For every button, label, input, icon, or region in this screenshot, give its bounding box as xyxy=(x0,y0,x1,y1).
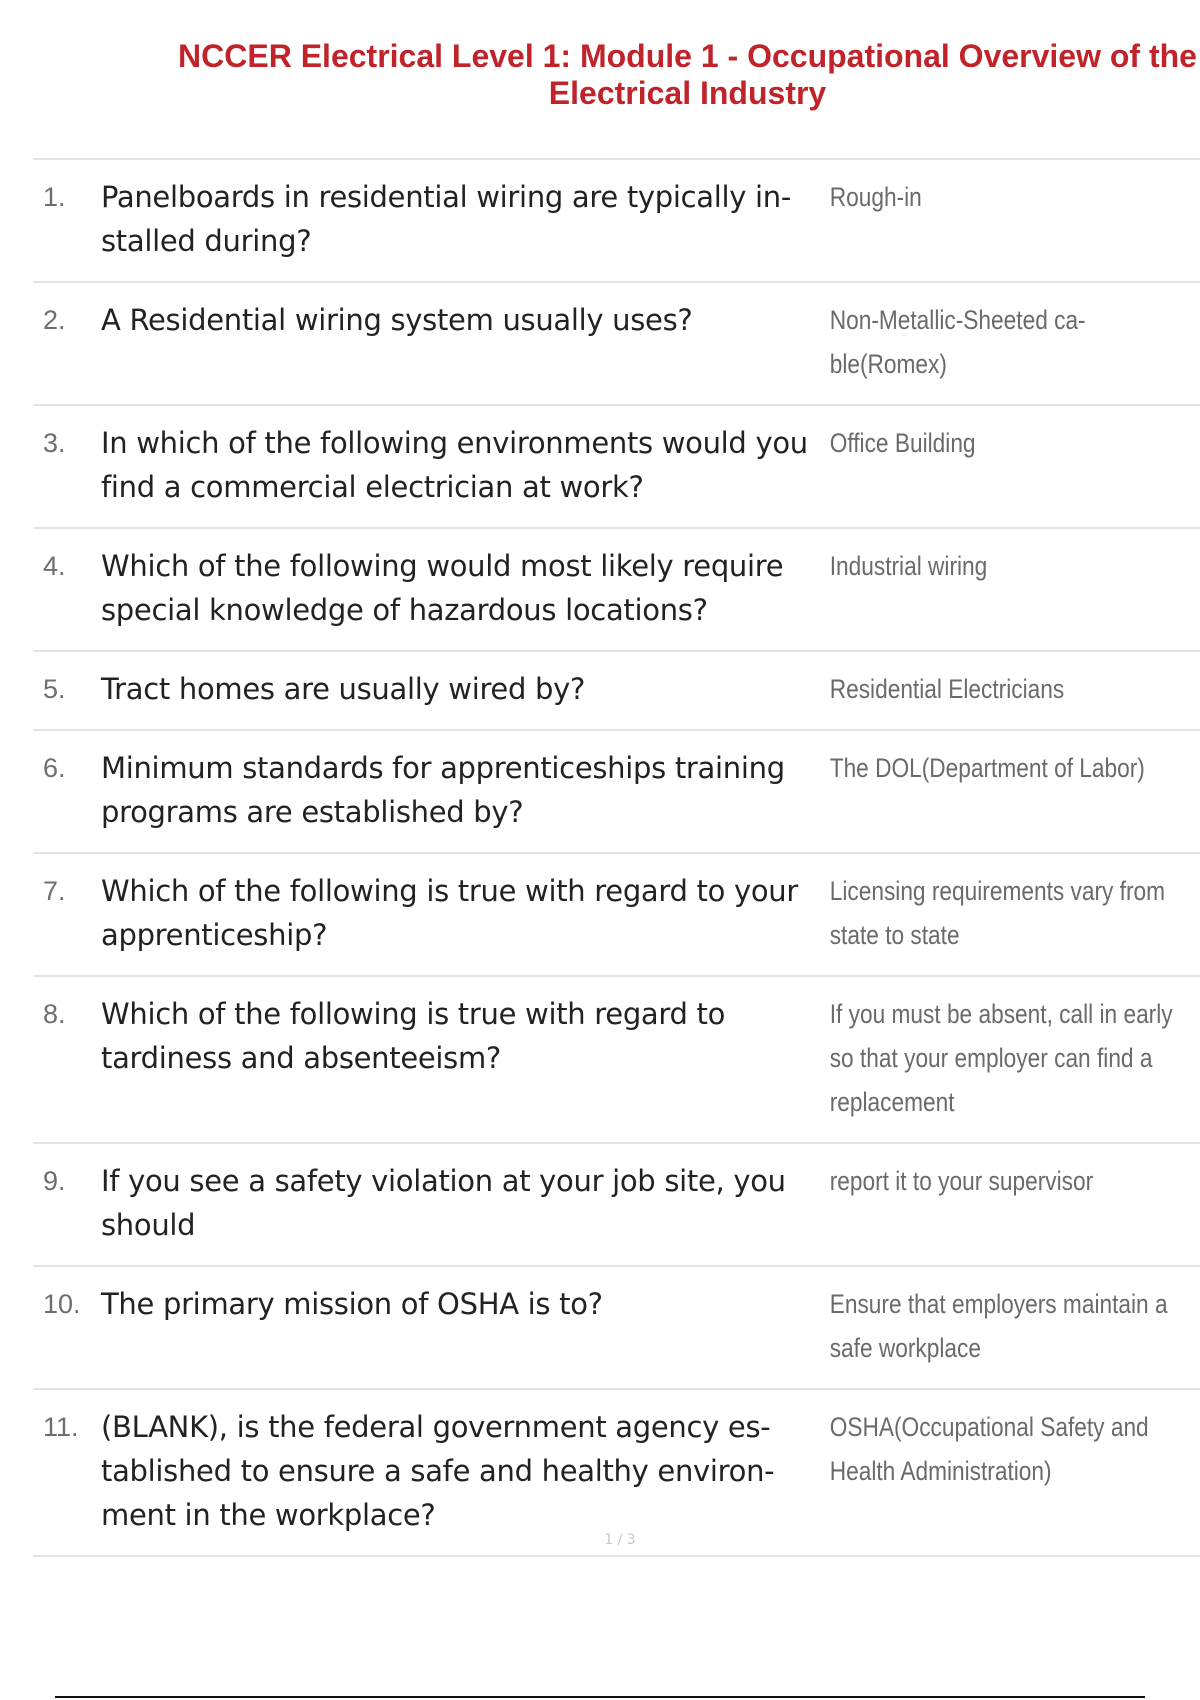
question-text: A Residential wiring system usually uses? xyxy=(101,303,693,337)
question-text: If you see a safety violation at your job site, you should xyxy=(101,1164,786,1242)
qa-row xyxy=(33,731,1200,854)
answer-text: Industrial wiring xyxy=(829,551,988,581)
question-number: 11. xyxy=(43,1412,79,1442)
question-answer-list xyxy=(33,158,1200,1557)
qa-row xyxy=(33,1144,1200,1267)
question-text: (BLANK), is the federal government agency es-tablished to ensure a safe and healthy environ-ment in the workplace? xyxy=(101,1410,775,1532)
question-text: In which of the following environments would you find a commercial electrician at work? xyxy=(101,426,808,504)
question-text: Which of the following is true with regard to tardiness and absenteeism? xyxy=(101,997,726,1075)
qa-row xyxy=(33,529,1200,652)
answer-text: Ensure that employers maintain a safe workplace xyxy=(829,1289,1168,1363)
answer-text: OSHA(Occupational Safety and Health Administration) xyxy=(829,1412,1149,1486)
qa-row xyxy=(33,160,1200,283)
question-number: 6. xyxy=(43,753,66,783)
qa-row xyxy=(33,283,1200,406)
qa-row xyxy=(33,652,1200,731)
answer-text: Residential Electricians xyxy=(829,674,1065,704)
question-text: Panelboards in residential wiring are typically in-stalled during? xyxy=(101,180,792,258)
question-number: 2. xyxy=(43,305,66,335)
page-indicator: 1 / 3 xyxy=(604,1532,636,1548)
qa-row xyxy=(33,1267,1200,1390)
question-number: 7. xyxy=(43,876,66,906)
question-number: 10. xyxy=(43,1289,81,1319)
title-line-2: Electrical Industry xyxy=(548,75,827,111)
answer-text: If you must be absent, call in early so that your employer can find a replacement xyxy=(829,999,1173,1117)
title-line-1: NCCER Electrical Level 1: Module 1 - Occupational Overview of the xyxy=(178,38,1197,74)
question-text: Tract homes are usually wired by? xyxy=(101,672,586,706)
qa-row xyxy=(33,406,1200,529)
answer-text: Non-Metallic-Sheeted ca-ble(Romex) xyxy=(829,305,1086,379)
bottom-divider xyxy=(55,1696,1145,1698)
question-text: Minimum standards for apprenticeships training programs are established by? xyxy=(101,751,785,829)
question-number: 4. xyxy=(43,551,66,581)
qa-row xyxy=(33,977,1200,1144)
document-title xyxy=(175,38,1200,112)
qa-row xyxy=(33,854,1200,977)
answer-text: Rough-in xyxy=(829,182,922,212)
answer-text: Office Building xyxy=(829,428,976,458)
question-text: Which of the following is true with regard to your apprenticeship? xyxy=(101,874,798,952)
question-number: 8. xyxy=(43,999,66,1029)
answer-text: Licensing requirements vary from state to state xyxy=(829,876,1166,950)
answer-text: report it to your supervisor xyxy=(829,1166,1094,1196)
answer-text: The DOL(Department of Labor) xyxy=(829,753,1145,783)
question-text: The primary mission of OSHA is to? xyxy=(101,1287,603,1321)
question-text: Which of the following would most likely require special knowledge of hazardous locations? xyxy=(101,549,784,627)
question-number: 3. xyxy=(43,428,66,458)
question-number: 9. xyxy=(43,1166,66,1196)
question-number: 1. xyxy=(43,182,66,212)
question-number: 5. xyxy=(43,674,66,704)
